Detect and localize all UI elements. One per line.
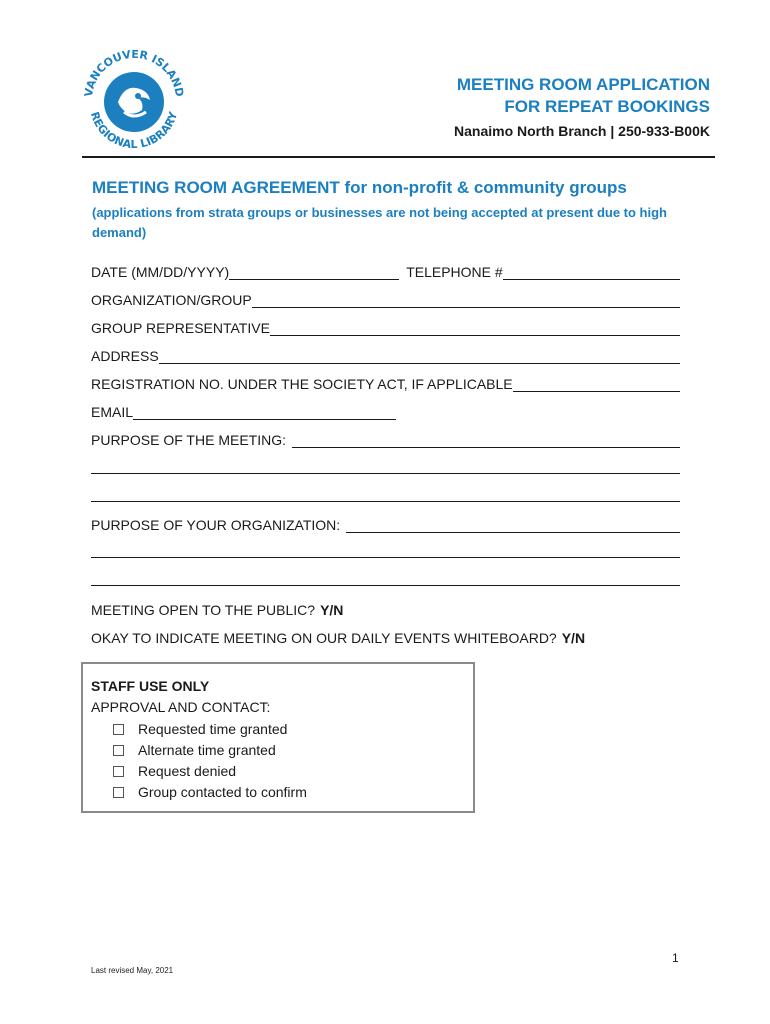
telephone-label: TELEPHONE # <box>406 264 503 280</box>
email-field[interactable] <box>133 403 396 420</box>
email-label: EMAIL <box>91 404 134 420</box>
address-label: ADDRESS <box>91 348 159 364</box>
date-field[interactable] <box>229 263 399 280</box>
purpose-meeting-label: PURPOSE OF THE MEETING: <box>91 432 286 448</box>
option-group-contacted[interactable] <box>113 784 307 800</box>
title-line-2: FOR REPEAT BOOKINGS <box>504 97 710 116</box>
registration-field[interactable] <box>513 375 680 392</box>
page-number: 1 <box>672 951 679 965</box>
organization-label: ORGANIZATION/GROUP <box>91 292 252 308</box>
address-field[interactable] <box>159 347 680 364</box>
address-row <box>91 344 680 364</box>
approval-label: APPROVAL AND CONTACT: <box>91 699 271 715</box>
option-requested-granted[interactable] <box>113 721 287 737</box>
checkbox-icon[interactable] <box>113 766 124 777</box>
option-label: Requested time granted <box>138 721 288 737</box>
date-telephone-row <box>91 260 680 280</box>
library-logo <box>80 42 188 154</box>
date-label: DATE (MM/DD/YYYY) <box>91 264 230 280</box>
logo-text-top: VANCOUVER ISLAND <box>82 47 187 98</box>
option-label: Group contacted to confirm <box>138 784 307 800</box>
purpose-org-line-2[interactable] <box>91 557 680 558</box>
option-request-denied[interactable] <box>113 763 236 779</box>
public-label: MEETING OPEN TO THE PUBLIC? <box>91 602 316 618</box>
registration-row <box>91 372 680 392</box>
purpose-org-row <box>91 513 680 533</box>
whiteboard-label: OKAY TO INDICATE MEETING ON OUR DAILY EVENTS WHITEBOARD? <box>91 630 557 646</box>
telephone-field[interactable] <box>503 263 680 280</box>
registration-label: REGISTRATION NO. UNDER THE SOCIETY ACT, IF APPLICABLE <box>91 376 513 392</box>
representative-row <box>91 316 680 336</box>
purpose-org-line-3[interactable] <box>91 585 680 586</box>
purpose-meeting-field[interactable] <box>292 431 680 448</box>
agreement-title: MEETING ROOM AGREEMENT for non-profit & community groups <box>92 178 627 197</box>
purpose-org-field[interactable] <box>346 516 680 533</box>
option-label: Alternate time granted <box>138 742 276 758</box>
checkbox-icon[interactable] <box>113 724 124 735</box>
branch-info: Nanaimo North Branch | 250-933-B00K <box>454 123 710 139</box>
email-row <box>91 400 680 420</box>
organization-field[interactable] <box>252 291 680 308</box>
purpose-meeting-line-2[interactable] <box>91 473 680 474</box>
purpose-org-label: PURPOSE OF YOUR ORGANIZATION: <box>91 517 341 533</box>
whiteboard-yn[interactable]: Y/N <box>561 630 586 646</box>
option-alternate-granted[interactable] <box>113 742 276 758</box>
representative-label: GROUP REPRESENTATIVE <box>91 320 270 336</box>
whiteboard-row <box>91 626 680 646</box>
staff-title: STAFF USE ONLY <box>91 678 210 694</box>
purpose-meeting-line-3[interactable] <box>91 501 680 502</box>
purpose-meeting-row <box>91 428 680 448</box>
logo-text-bottom: REGIONAL LIBRARY <box>87 110 181 152</box>
public-yn[interactable]: Y/N <box>320 602 344 618</box>
title-line-1: MEETING ROOM APPLICATION <box>456 75 710 94</box>
checkbox-icon[interactable] <box>113 787 124 798</box>
revision-note: Last revised May, 2021 <box>91 966 174 975</box>
staff-use-box <box>81 662 475 813</box>
header-divider <box>82 156 715 158</box>
option-label: Request denied <box>138 763 237 779</box>
public-row <box>91 598 680 618</box>
organization-row <box>91 288 680 308</box>
checkbox-icon[interactable] <box>113 745 124 756</box>
document-header <box>454 74 710 139</box>
representative-field[interactable] <box>270 319 680 336</box>
agreement-subtitle: (applications from strata groups or businesses are not being accepted at present due to high demand) <box>92 205 667 240</box>
